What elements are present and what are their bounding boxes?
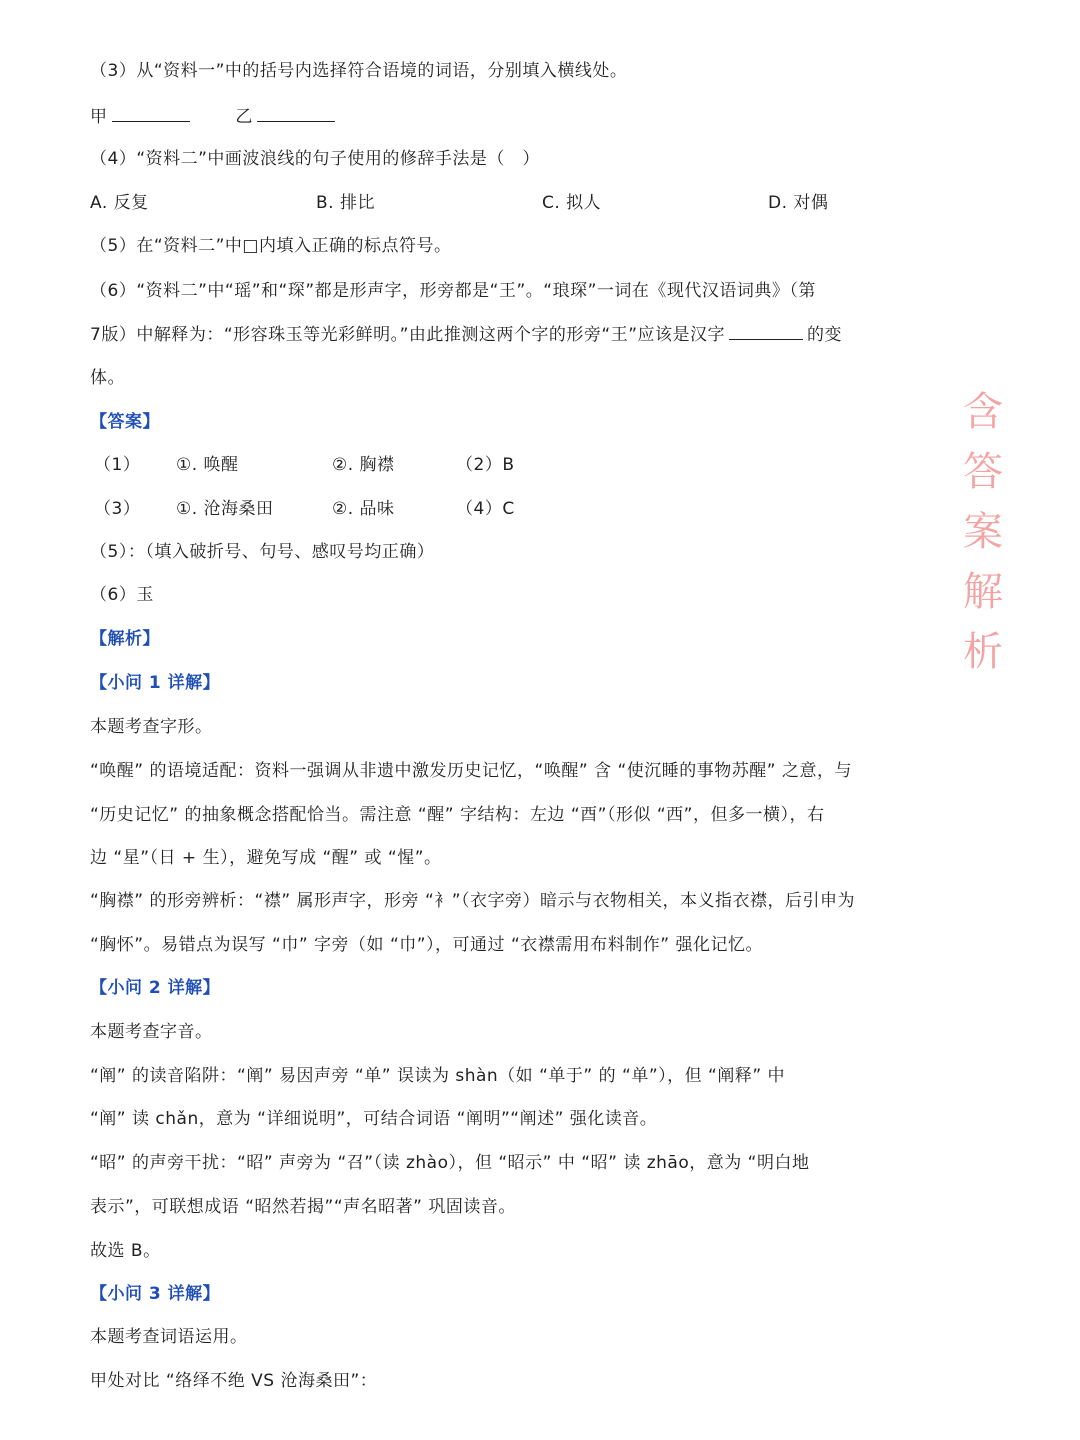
answer-row1-num: （1）	[94, 455, 141, 475]
analysis-heading: 【解析】	[90, 629, 160, 649]
sub1-p1-l2: “历史记忆” 的抽象概念搭配恰当。需注意 “醒” 字结构：左边 “酉”（形似 “西”，但多一横），右	[90, 805, 825, 825]
sub2-intro: 本题考查字音。	[90, 1022, 213, 1042]
answer-row1-c: （2）B	[456, 455, 515, 475]
q4-option-a: A. 反复	[90, 193, 149, 213]
q4-option-b: B. 排比	[316, 193, 375, 213]
sub2-conclusion: 故选 B。	[90, 1241, 161, 1261]
sub3-heading: 【小问 3 详解】	[90, 1284, 221, 1304]
answer-row2-a: ①. 沧海桑田	[176, 499, 274, 519]
sub2-heading: 【小问 2 详解】	[90, 978, 221, 998]
sub1-heading: 【小问 1 详解】	[90, 673, 221, 693]
q6-line2a: 7版）中解释为：“形容珠玉等光彩鲜明。”由此推测这两个字的形旁“王”应该是汉字	[90, 325, 726, 345]
q4-option-d: D. 对偶	[768, 193, 829, 213]
q3-blanks	[90, 103, 998, 130]
sub2-p1-l1: “阐” 的读音陷阱：“阐” 易因声旁 “单” 误读为 shàn（如 “单于” 的 “单”），但 “阐释” 中	[90, 1066, 786, 1086]
answer-row2-b: ②. 品味	[332, 499, 395, 519]
q6-blank	[729, 321, 803, 340]
watermark-char: 含	[963, 389, 1003, 435]
watermark-char: 析	[963, 629, 1003, 675]
watermark-char: 答	[963, 449, 1003, 495]
jia-label: 甲	[90, 107, 108, 127]
q3-prompt: （3）从“资料一”中的括号内选择符合语境的词语，分别填入横线处。	[90, 61, 628, 81]
watermark-char: 解	[963, 569, 1003, 615]
sub1-p1-l1: “唤醒” 的语境适配：资料一强调从非遗中激发历史记忆，“唤醒” 含 “使沉睡的事物苏醒” 之意，与	[90, 761, 852, 781]
q5-prompt: （5）在“资料二”中□内填入正确的标点符号。	[90, 236, 452, 256]
watermark-char: 案	[963, 509, 1003, 555]
sub2-p2-l1: “昭” 的声旁干扰：“昭” 声旁为 “召”（读 zhào），但 “昭示” 中 “昭” 读 zhāo，意为 “明白地	[90, 1153, 810, 1173]
q6-line2b: 的变	[807, 325, 843, 345]
sub1-p2-l1: “胸襟” 的形旁辨析：“襟” 属形声字，形旁 “衤”（衣字旁）暗示与衣物相关，本义指衣襟，后引申为	[90, 891, 856, 911]
q6-line1: （6）“资料二”中“瑶”和“琛”都是形声字，形旁都是“王”。“琅琛”一词在《现代汉语词典》（第	[90, 281, 816, 301]
answer-row2-c: （4）C	[456, 499, 515, 519]
yi-blank	[257, 103, 335, 122]
yi-label: 乙	[235, 107, 253, 127]
answer-row-4: （6）玉	[90, 585, 154, 605]
sub2-p1-l2: “阐” 读 chǎn，意为 “详细说明”，可结合词语 “阐明”“阐述” 强化读音。	[90, 1109, 658, 1129]
q6-line2	[90, 321, 998, 348]
answer-row1-a: ①. 唤醒	[176, 455, 239, 475]
q4-prompt: （4）“资料二”中画波浪线的句子使用的修辞手法是（ ）	[90, 149, 540, 169]
sub1-p1-l3: 边 “星”（日 + 生），避免写成 “醒” 或 “惺”。	[90, 848, 442, 868]
answer-heading: 【答案】	[90, 412, 160, 432]
answer-row-3: （5）：（填入破折号、句号、感叹号均正确）	[90, 542, 435, 562]
sub2-p2-l2: 表示”，可联想成语 “昭然若揭”“声名昭著” 巩固读音。	[90, 1197, 516, 1217]
sub3-intro: 本题考查词语运用。	[90, 1327, 248, 1347]
answer-row1-b: ②. 胸襟	[332, 455, 395, 475]
answer-row2-num: （3）	[94, 499, 141, 519]
jia-blank	[112, 103, 190, 122]
sub1-intro: 本题考查字形。	[90, 717, 213, 737]
sub1-p2-l2: “胸怀”。易错点为误写 “巾” 字旁（如 “巾”），可通过 “衣襟需用布料制作” 强化记忆。	[90, 935, 763, 955]
watermark-answer-analysis	[958, 382, 1008, 682]
sub3-p1-l1: 甲处对比 “络绎不绝 VS 沧海桑田”：	[90, 1371, 378, 1391]
q6-line3: 体。	[90, 368, 125, 388]
q4-option-c: C. 拟人	[542, 193, 602, 213]
